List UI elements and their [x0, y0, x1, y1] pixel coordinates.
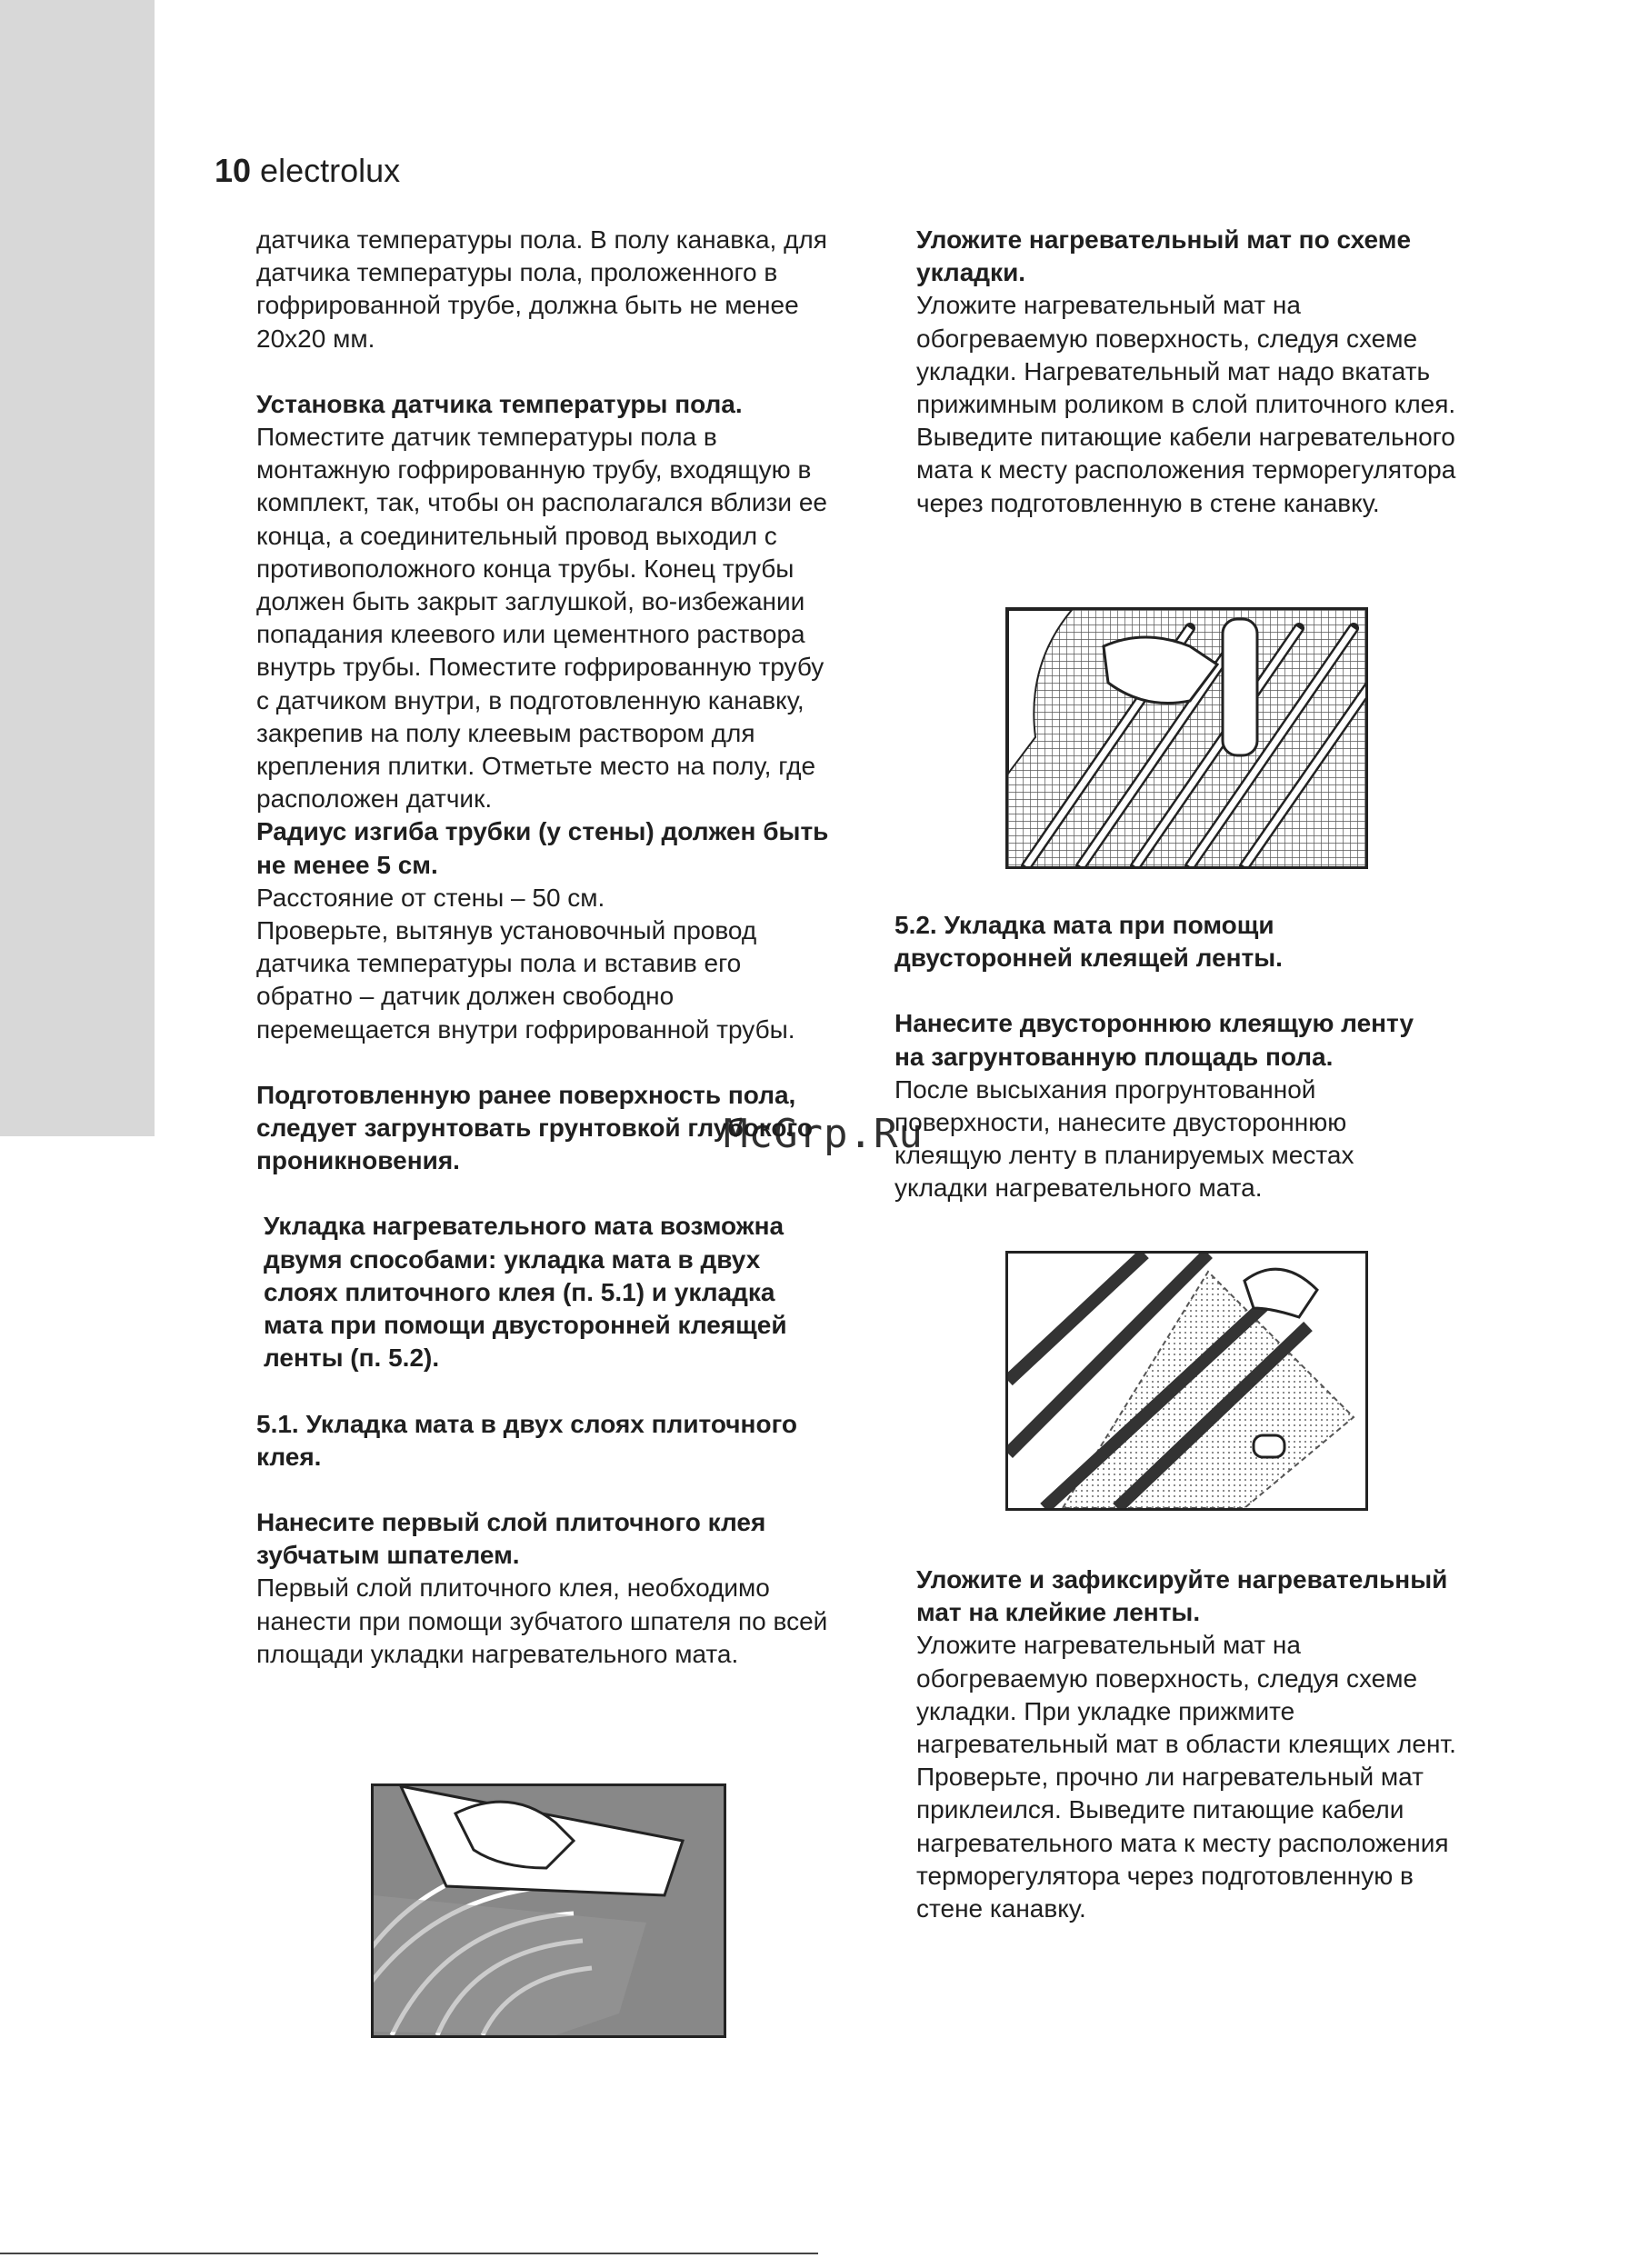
subheading: Подготовленную ранее поверхность пола, следует загрунтовать грунтовкой глубокого проникновения. — [256, 1080, 813, 1175]
paragraph: Проверьте, вытянув установочный провод датчика температуры пола и вставив его обратно – датчик должен свободно перемещается внутри гофрированной трубы. — [256, 916, 795, 1044]
page-number: 10 — [215, 152, 252, 189]
page-header — [215, 151, 400, 191]
paragraph: датчика температуры пола. В полу канавка, для датчика температуры пола, проложенного в гофрированной трубе, должна быть не менее 20х20 мм. — [256, 225, 827, 353]
paragraph: Поместите датчик температуры пола в монтажную гофрированную трубу, входящую в комплект, так, чтобы он располагался вблизи ее конца, а соединительный провод выходил с противоположного конца трубы. Конец трубы должен быть закрыт заглушкой, во-избежании попадания клеевого или цементного раствора внутрь трубы. Поместите гофрированную трубу с датчиком внутри, в подготовленную канавку, закрепив на полу клеевым раствором для крепления плитки. Отметьте место на полу, где расположен датчик. — [256, 423, 827, 814]
paragraph: Уложите нагревательный мат на обогреваемую поверхность, следуя схеме укладки. При укладке прижмите нагревательный мат в области клеящих лент. Проверьте, прочно ли нагревательный мат приклеился. Выведите питающие кабели нагревательного мата к месту расположения терморегулятора через подготовленную в стене канавку. — [916, 1631, 1456, 1923]
footer-rule — [0, 2253, 818, 2254]
paragraph: Уложите нагревательный мат на обогреваемую поверхность, следуя схеме укладки. Нагревательный мат надо вкатать прижимным роликом в слой плиточного клея. Выведите питающие кабели нагревательного мата к месту расположения терморегулятора через подготовленную в стене канавку. — [916, 291, 1456, 517]
subheading: Установка датчика температуры пола. — [256, 389, 743, 418]
paragraph: Первый слой плиточного клея, необходимо нанести при помощи зубчатого шпателя по всей площади укладки нагревательного мата. — [256, 1574, 828, 1668]
figure-roller-illustration — [1005, 607, 1368, 869]
subheading: Уложите нагревательный мат по схеме укладки. — [916, 225, 1412, 287]
section-heading: 5.1. Укладка мата в двух слоях плиточного клея. — [256, 1409, 797, 1471]
figure-trowel-illustration — [371, 1783, 726, 2038]
brand-name: electrolux — [260, 152, 401, 189]
subheading: Уложите и зафиксируйте нагревательный мат на клейкие ленты. — [916, 1565, 1448, 1627]
subheading: Нанесите первый слой плиточного клея зубчатым шпателем. — [256, 1507, 766, 1570]
subheading: Радиус изгиба трубки (у стены) должен быть не менее 5 см. — [256, 817, 829, 879]
left-column — [256, 224, 829, 1671]
right-column-middle — [894, 909, 1440, 1205]
paragraph: Расстояние от стены – 50 см. — [256, 883, 605, 912]
section-heading: 5.2. Укладка мата при помощи двусторонней клеящей ленты. — [894, 911, 1283, 973]
watermark: McGrp.Ru — [724, 1111, 924, 1157]
paragraph: После высыхания прогрунтованной поверхности, нанесите двустороннюю клеящую ленту в планируемых местах укладки нагревательного мата. — [894, 1074, 1354, 1203]
gray-side-tab — [0, 0, 155, 1136]
right-column-top — [916, 224, 1471, 520]
right-column-bottom — [916, 1564, 1471, 1925]
subheading: Укладка нагревательного мата возможна двумя способами: укладка мата в двух слоях плиточного клея (п. 5.1) и укладка мата при помощи двусторонней клеящей ленты (п. 5.2). — [264, 1212, 787, 1373]
subheading: Нанесите двустороннюю клеящую ленту на загрунтованную площадь пола. — [894, 1009, 1414, 1071]
figure-tape-illustration — [1005, 1251, 1368, 1511]
